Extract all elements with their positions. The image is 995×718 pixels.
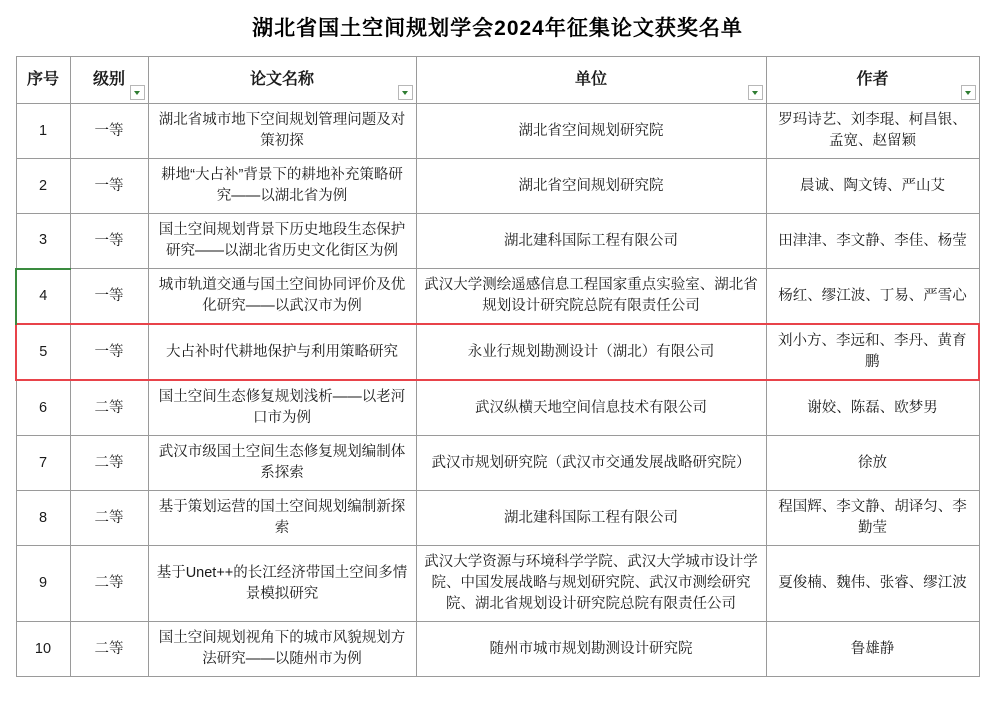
filter-dropdown-icon-unit[interactable] [748, 85, 763, 100]
cell-seq: 7 [16, 436, 70, 491]
cell-level: 二等 [70, 546, 148, 622]
cell-seq: 8 [16, 491, 70, 546]
cell-author: 鲁雄静 [766, 622, 979, 677]
cell-unit: 湖北省空间规划研究院 [416, 159, 766, 214]
table-row [16, 104, 979, 159]
cell-level: 一等 [70, 324, 148, 380]
cell-unit: 武汉大学测绘遥感信息工程国家重点实验室、湖北省规划设计研究院总院有限责任公司 [416, 269, 766, 325]
cell-seq: 10 [16, 622, 70, 677]
cell-paper: 城市轨道交通与国土空间协同评价及优化研究——以武汉市为例 [148, 269, 416, 325]
filter-dropdown-icon-author[interactable] [961, 85, 976, 100]
cell-author: 晨诚、陶文铸、严山艾 [766, 159, 979, 214]
table-row [16, 436, 979, 491]
table-header [16, 57, 979, 104]
table-body [16, 104, 979, 677]
cell-paper: 基于Unet++的长江经济带国土空间多情景模拟研究 [148, 546, 416, 622]
cell-paper: 武汉市级国土空间生态修复规划编制体系探索 [148, 436, 416, 491]
column-header-seq-label: 序号 [26, 71, 59, 89]
column-header-unit-label: 单位 [574, 71, 607, 89]
cell-level: 一等 [70, 214, 148, 269]
cell-unit: 武汉市规划研究院（武汉市交通发展战略研究院） [416, 436, 766, 491]
cell-author: 杨红、缪江波、丁易、严雪心 [766, 269, 979, 325]
cell-author: 谢姣、陈磊、欧梦男 [766, 380, 979, 436]
cell-author: 罗玛诗艺、刘李琨、柯昌银、孟宽、赵留颖 [766, 104, 979, 159]
cell-seq: 5 [16, 324, 70, 380]
table-row-highlighted [16, 324, 979, 380]
table-row [16, 380, 979, 436]
table-row [16, 622, 979, 677]
cell-author: 田津津、李文静、李佳、杨莹 [766, 214, 979, 269]
column-header-level [70, 57, 148, 104]
cell-seq: 6 [16, 380, 70, 436]
cell-author: 徐放 [766, 436, 979, 491]
table-row [16, 546, 979, 622]
cell-paper: 国土空间规划背景下历史地段生态保护研究——以湖北省历史文化街区为例 [148, 214, 416, 269]
column-header-paper-label: 论文名称 [249, 71, 314, 89]
cell-paper: 湖北省城市地下空间规划管理问题及对策初探 [148, 104, 416, 159]
cell-author: 夏俊楠、魏伟、张睿、缪江波 [766, 546, 979, 622]
cell-unit: 武汉纵横天地空间信息技术有限公司 [416, 380, 766, 436]
award-list-table [15, 56, 980, 677]
page-title: 湖北省国土空间规划学会2024年征集论文获奖名单 [252, 17, 743, 40]
cell-seq: 9 [16, 546, 70, 622]
column-header-author [766, 57, 979, 104]
cell-unit: 湖北建科国际工程有限公司 [416, 491, 766, 546]
cell-level: 一等 [70, 159, 148, 214]
cell-paper: 国土空间规划视角下的城市风貌规划方法研究——以随州市为例 [148, 622, 416, 677]
cell-seq: 3 [16, 214, 70, 269]
column-header-seq [16, 57, 70, 104]
column-header-paper [148, 57, 416, 104]
cell-level: 一等 [70, 104, 148, 159]
column-header-author-label: 作者 [856, 71, 889, 89]
column-header-unit [416, 57, 766, 104]
table-row [16, 159, 979, 214]
cell-unit: 湖北建科国际工程有限公司 [416, 214, 766, 269]
filter-dropdown-icon-level[interactable] [130, 85, 145, 100]
cell-unit: 武汉大学资源与环境科学学院、武汉大学城市设计学院、中国发展战略与规划研究院、武汉市测绘研究院、湖北省规划设计研究院总院有限责任公司 [416, 546, 766, 622]
cell-author: 刘小方、李远和、李丹、黄育鹏 [766, 324, 979, 380]
cell-paper: 国土空间生态修复规划浅析——以老河口市为例 [148, 380, 416, 436]
cell-level: 二等 [70, 491, 148, 546]
filter-dropdown-icon-paper[interactable] [398, 85, 413, 100]
cell-seq: 2 [16, 159, 70, 214]
cell-paper: 耕地“大占补”背景下的耕地补充策略研究——以湖北省为例 [148, 159, 416, 214]
cell-paper: 基于策划运营的国土空间规划编制新探索 [148, 491, 416, 546]
table-row [16, 491, 979, 546]
cell-author: 程国辉、李文静、胡译匀、李勤莹 [766, 491, 979, 546]
cell-level: 二等 [70, 622, 148, 677]
table-row [16, 214, 979, 269]
cell-seq: 1 [16, 104, 70, 159]
cell-unit: 湖北省空间规划研究院 [416, 104, 766, 159]
cell-level: 二等 [70, 380, 148, 436]
cell-seq: 4 [16, 269, 70, 325]
cell-paper: 大占补时代耕地保护与利用策略研究 [148, 324, 416, 380]
table-row [16, 269, 979, 325]
cell-level: 一等 [70, 269, 148, 325]
cell-unit: 随州市城市规划勘测设计研究院 [416, 622, 766, 677]
header-row [16, 57, 979, 104]
cell-unit: 永业行规划勘测设计（湖北）有限公司 [416, 324, 766, 380]
cell-level: 二等 [70, 436, 148, 491]
column-header-level-label: 级别 [92, 71, 125, 89]
